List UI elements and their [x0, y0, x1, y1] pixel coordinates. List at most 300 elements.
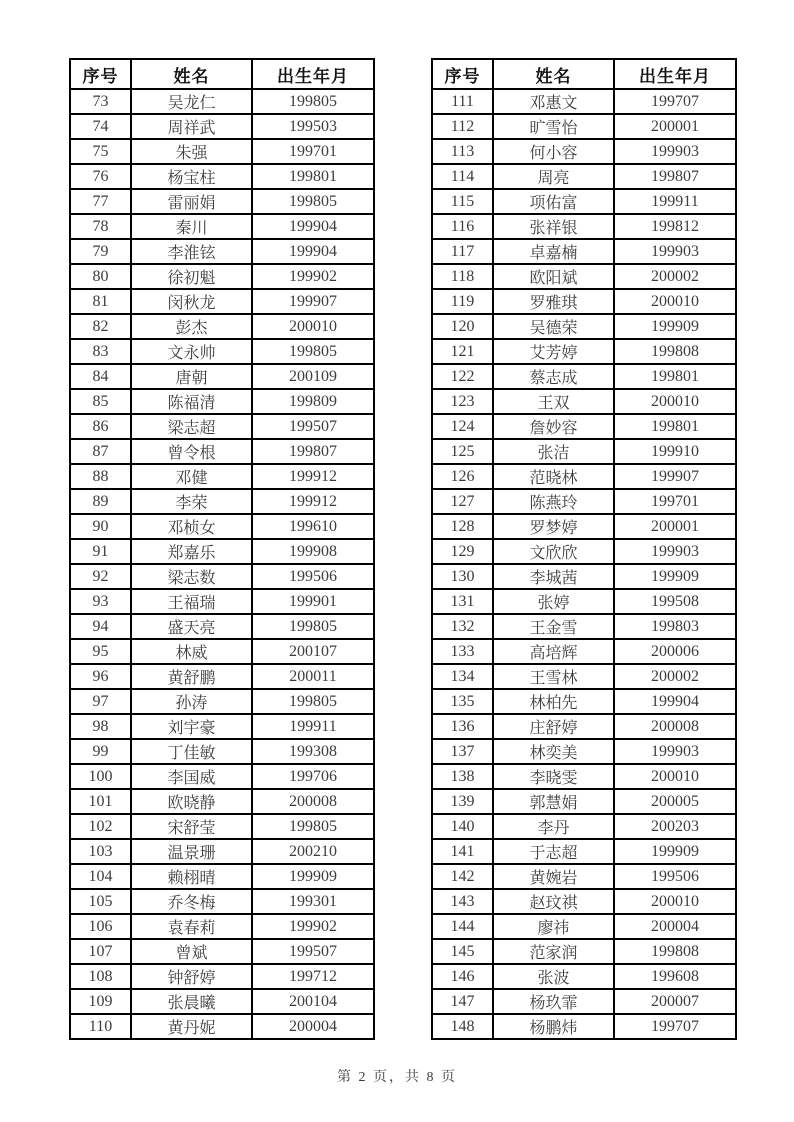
birth-date-cell: 199901: [252, 589, 374, 614]
table-row: [70, 614, 374, 639]
name-cell: 乔冬梅: [131, 889, 252, 914]
name-cell: 林威: [131, 639, 252, 664]
page-number-footer: 第 2 页，共 8 页: [337, 1070, 457, 1085]
birth-date-cell: 200007: [614, 989, 736, 1014]
name-cell: 赵玟祺: [493, 889, 614, 914]
table-row: [432, 314, 736, 339]
serial-number-cell: 142: [432, 864, 493, 889]
name-cell: 唐朝: [131, 364, 252, 389]
table-row: [432, 864, 736, 889]
name-cell: 张晨曦: [131, 989, 252, 1014]
name-cell: 卓嘉楠: [493, 239, 614, 264]
table-row: [70, 939, 374, 964]
name-cell: 闵秋龙: [131, 289, 252, 314]
name-cell: 廖祎: [493, 914, 614, 939]
birth-date-cell: 200010: [614, 289, 736, 314]
table-row: [432, 289, 736, 314]
birth-date-cell: 199507: [252, 414, 374, 439]
birth-date-cell: 200210: [252, 839, 374, 864]
roster-table-left: [69, 58, 375, 1040]
serial-number-cell: 102: [70, 814, 131, 839]
birth-date-cell: 199902: [252, 914, 374, 939]
birth-date-header: 出生年月: [252, 59, 374, 89]
serial-number-cell: 100: [70, 764, 131, 789]
serial-number-cell: 91: [70, 539, 131, 564]
table-body-right: [432, 89, 736, 1039]
name-cell: 罗雅琪: [493, 289, 614, 314]
serial-number-cell: 111: [432, 89, 493, 114]
name-cell: 欧晓静: [131, 789, 252, 814]
serial-number-cell: 109: [70, 989, 131, 1014]
table-row: [70, 289, 374, 314]
serial-number-cell: 138: [432, 764, 493, 789]
table-row: [432, 914, 736, 939]
serial-number-cell: 126: [432, 464, 493, 489]
birth-date-cell: 199707: [614, 1014, 736, 1039]
name-cell: 徐初魁: [131, 264, 252, 289]
name-cell: 林柏先: [493, 689, 614, 714]
serial-number-cell: 92: [70, 564, 131, 589]
table-row: [432, 739, 736, 764]
name-cell: 邓惠文: [493, 89, 614, 114]
serial-number-cell: 118: [432, 264, 493, 289]
birth-date-cell: 200010: [614, 889, 736, 914]
birth-date-cell: 199801: [614, 364, 736, 389]
serial-number-cell: 129: [432, 539, 493, 564]
birth-date-cell: 200001: [614, 114, 736, 139]
name-cell: 周亮: [493, 164, 614, 189]
table-row: [70, 689, 374, 714]
serial-number-cell: 101: [70, 789, 131, 814]
name-cell: 杨宝柱: [131, 164, 252, 189]
birth-date-cell: 199903: [614, 239, 736, 264]
table-row: [432, 989, 736, 1014]
serial-number-cell: 110: [70, 1014, 131, 1039]
serial-number-cell: 108: [70, 964, 131, 989]
name-cell: 王金雪: [493, 614, 614, 639]
serial-number-cell: 82: [70, 314, 131, 339]
name-cell: 李晓雯: [493, 764, 614, 789]
tables-container: [69, 58, 737, 1040]
table-row: [70, 639, 374, 664]
name-cell: 罗梦婷: [493, 514, 614, 539]
name-cell: 刘宇豪: [131, 714, 252, 739]
name-cell: 梁志超: [131, 414, 252, 439]
table-row: [70, 89, 374, 114]
serial-number-cell: 105: [70, 889, 131, 914]
name-cell: 王雪林: [493, 664, 614, 689]
name-cell: 宋舒莹: [131, 814, 252, 839]
table-row: [70, 914, 374, 939]
name-cell: 曾斌: [131, 939, 252, 964]
name-cell: 陈燕玲: [493, 489, 614, 514]
birth-date-cell: 199903: [614, 539, 736, 564]
birth-date-cell: 200010: [252, 314, 374, 339]
table-row: [432, 814, 736, 839]
birth-date-cell: 199706: [252, 764, 374, 789]
table-row: [432, 439, 736, 464]
name-cell: 张洁: [493, 439, 614, 464]
table-row: [432, 414, 736, 439]
serial-number-header: 序号: [432, 59, 493, 89]
name-cell: 周祥武: [131, 114, 252, 139]
birth-date-cell: 200109: [252, 364, 374, 389]
serial-number-cell: 127: [432, 489, 493, 514]
name-cell: 赖栩晴: [131, 864, 252, 889]
birth-date-cell: 199912: [252, 489, 374, 514]
birth-date-cell: 199805: [252, 189, 374, 214]
table-row: [70, 489, 374, 514]
table-row: [70, 389, 374, 414]
birth-date-cell: 199808: [614, 939, 736, 964]
birth-date-cell: 199812: [614, 214, 736, 239]
birth-date-cell: 200004: [252, 1014, 374, 1039]
table-row: [432, 789, 736, 814]
birth-date-cell: 200010: [614, 389, 736, 414]
table-row: [432, 539, 736, 564]
birth-date-cell: 199909: [614, 314, 736, 339]
serial-number-cell: 94: [70, 614, 131, 639]
serial-number-cell: 85: [70, 389, 131, 414]
serial-number-cell: 128: [432, 514, 493, 539]
table-row: [432, 839, 736, 864]
serial-number-cell: 132: [432, 614, 493, 639]
serial-number-cell: 78: [70, 214, 131, 239]
birth-date-cell: 200104: [252, 989, 374, 1014]
name-cell: 孙涛: [131, 689, 252, 714]
birth-date-cell: 199807: [614, 164, 736, 189]
table-row: [432, 1014, 736, 1039]
table-row: [70, 814, 374, 839]
table-row: [70, 714, 374, 739]
serial-number-cell: 75: [70, 139, 131, 164]
name-cell: 艾芳婷: [493, 339, 614, 364]
table-row: [432, 264, 736, 289]
serial-number-cell: 141: [432, 839, 493, 864]
birth-date-cell: 199808: [614, 339, 736, 364]
serial-number-cell: 106: [70, 914, 131, 939]
name-cell: 李城茜: [493, 564, 614, 589]
birth-date-cell: 199801: [252, 164, 374, 189]
birth-date-cell: 199701: [252, 139, 374, 164]
serial-number-cell: 73: [70, 89, 131, 114]
table-row: [70, 564, 374, 589]
table-row: [432, 589, 736, 614]
birth-date-cell: 199910: [614, 439, 736, 464]
birth-date-cell: 199911: [614, 189, 736, 214]
table-row: [70, 864, 374, 889]
birth-date-cell: 199701: [614, 489, 736, 514]
serial-number-cell: 113: [432, 139, 493, 164]
table-row: [432, 114, 736, 139]
serial-number-cell: 121: [432, 339, 493, 364]
birth-date-cell: 199805: [252, 689, 374, 714]
serial-number-cell: 117: [432, 239, 493, 264]
name-cell: 雷丽娟: [131, 189, 252, 214]
name-cell: 张波: [493, 964, 614, 989]
table-row: [432, 564, 736, 589]
name-cell: 盛天亮: [131, 614, 252, 639]
serial-number-cell: 137: [432, 739, 493, 764]
birth-date-cell: 200107: [252, 639, 374, 664]
serial-number-cell: 107: [70, 939, 131, 964]
serial-number-cell: 89: [70, 489, 131, 514]
birth-date-cell: 199503: [252, 114, 374, 139]
table-row: [432, 664, 736, 689]
birth-date-cell: 200002: [614, 264, 736, 289]
table-row: [70, 664, 374, 689]
birth-date-cell: 199909: [614, 564, 736, 589]
table-row: [70, 314, 374, 339]
birth-date-cell: 199904: [252, 239, 374, 264]
table-row: [70, 164, 374, 189]
serial-number-cell: 139: [432, 789, 493, 814]
table-row: [70, 764, 374, 789]
birth-date-cell: 199610: [252, 514, 374, 539]
serial-number-cell: 147: [432, 989, 493, 1014]
name-cell: 张祥银: [493, 214, 614, 239]
name-cell: 黄丹妮: [131, 1014, 252, 1039]
serial-number-cell: 103: [70, 839, 131, 864]
birth-date-cell: 199904: [614, 689, 736, 714]
table-row: [70, 114, 374, 139]
name-cell: 彭杰: [131, 314, 252, 339]
name-cell: 李国威: [131, 764, 252, 789]
serial-number-cell: 95: [70, 639, 131, 664]
birth-date-cell: 200011: [252, 664, 374, 689]
table-row: [432, 139, 736, 164]
name-cell: 丁佳敏: [131, 739, 252, 764]
birth-date-cell: 199903: [614, 739, 736, 764]
serial-number-cell: 79: [70, 239, 131, 264]
name-cell: 旷雪怡: [493, 114, 614, 139]
table-row: [70, 539, 374, 564]
serial-number-cell: 135: [432, 689, 493, 714]
table-row: [432, 714, 736, 739]
serial-number-cell: 80: [70, 264, 131, 289]
birth-date-cell: 199912: [252, 464, 374, 489]
table-row: [432, 614, 736, 639]
birth-date-cell: 199909: [252, 864, 374, 889]
serial-number-cell: 124: [432, 414, 493, 439]
birth-date-cell: 199904: [252, 214, 374, 239]
name-cell: 郭慧娟: [493, 789, 614, 814]
serial-number-cell: 122: [432, 364, 493, 389]
birth-date-cell: 199712: [252, 964, 374, 989]
serial-number-cell: 119: [432, 289, 493, 314]
birth-date-cell: 199506: [252, 564, 374, 589]
table-body-left: [70, 89, 374, 1039]
table-row: [70, 589, 374, 614]
name-cell: 邓桢女: [131, 514, 252, 539]
name-cell: 曾令根: [131, 439, 252, 464]
name-cell: 文永帅: [131, 339, 252, 364]
table-row: [70, 889, 374, 914]
birth-date-cell: 199508: [614, 589, 736, 614]
name-cell: 何小容: [493, 139, 614, 164]
serial-number-cell: 148: [432, 1014, 493, 1039]
serial-number-header: 序号: [70, 59, 131, 89]
table-row: [70, 514, 374, 539]
birth-date-cell: 200010: [614, 764, 736, 789]
name-cell: 杨鹏炜: [493, 1014, 614, 1039]
birth-date-cell: 199805: [252, 814, 374, 839]
name-cell: 李荣: [131, 489, 252, 514]
name-cell: 吴德荣: [493, 314, 614, 339]
table-row: [70, 789, 374, 814]
serial-number-cell: 74: [70, 114, 131, 139]
serial-number-cell: 98: [70, 714, 131, 739]
serial-number-cell: 131: [432, 589, 493, 614]
name-cell: 张婷: [493, 589, 614, 614]
serial-number-cell: 144: [432, 914, 493, 939]
serial-number-cell: 90: [70, 514, 131, 539]
table-row: [432, 339, 736, 364]
birth-date-cell: 199907: [252, 289, 374, 314]
table-header-row: [432, 59, 736, 89]
table-row: [432, 189, 736, 214]
birth-date-cell: 199909: [614, 839, 736, 864]
name-cell: 李淮铉: [131, 239, 252, 264]
name-cell: 李丹: [493, 814, 614, 839]
serial-number-cell: 93: [70, 589, 131, 614]
name-cell: 温景珊: [131, 839, 252, 864]
table-row: [432, 164, 736, 189]
birth-date-cell: 199801: [614, 414, 736, 439]
serial-number-cell: 86: [70, 414, 131, 439]
name-cell: 范家润: [493, 939, 614, 964]
birth-date-cell: 199707: [614, 89, 736, 114]
birth-date-cell: 199903: [614, 139, 736, 164]
birth-date-cell: 199907: [614, 464, 736, 489]
name-cell: 詹妙容: [493, 414, 614, 439]
serial-number-cell: 114: [432, 164, 493, 189]
table-row: [432, 939, 736, 964]
birth-date-cell: 199507: [252, 939, 374, 964]
birth-date-cell: 199911: [252, 714, 374, 739]
name-cell: 陈福清: [131, 389, 252, 414]
table-row: [432, 389, 736, 414]
serial-number-cell: 133: [432, 639, 493, 664]
birth-date-cell: 199608: [614, 964, 736, 989]
serial-number-cell: 140: [432, 814, 493, 839]
table-row: [432, 514, 736, 539]
serial-number-cell: 104: [70, 864, 131, 889]
name-header: 姓名: [131, 59, 252, 89]
name-cell: 邓健: [131, 464, 252, 489]
birth-date-cell: 199506: [614, 864, 736, 889]
name-cell: 吴龙仁: [131, 89, 252, 114]
table-row: [432, 89, 736, 114]
name-cell: 林奕美: [493, 739, 614, 764]
table-row: [432, 489, 736, 514]
name-cell: 秦川: [131, 214, 252, 239]
serial-number-cell: 88: [70, 464, 131, 489]
table-row: [432, 889, 736, 914]
name-cell: 高培辉: [493, 639, 614, 664]
serial-number-cell: 125: [432, 439, 493, 464]
serial-number-cell: 97: [70, 689, 131, 714]
table-row: [70, 1014, 374, 1039]
table-row: [70, 739, 374, 764]
table-row: [70, 839, 374, 864]
table-row: [70, 139, 374, 164]
serial-number-cell: 134: [432, 664, 493, 689]
table-row: [70, 214, 374, 239]
table-row: [70, 414, 374, 439]
name-cell: 于志超: [493, 839, 614, 864]
name-cell: 梁志数: [131, 564, 252, 589]
name-header: 姓名: [493, 59, 614, 89]
serial-number-cell: 81: [70, 289, 131, 314]
serial-number-cell: 145: [432, 939, 493, 964]
serial-number-cell: 136: [432, 714, 493, 739]
name-cell: 黄婉岩: [493, 864, 614, 889]
birth-date-cell: 200002: [614, 664, 736, 689]
serial-number-cell: 120: [432, 314, 493, 339]
birth-date-header: 出生年月: [614, 59, 736, 89]
roster-table-right: [431, 58, 737, 1040]
name-cell: 欧阳斌: [493, 264, 614, 289]
table-row: [432, 464, 736, 489]
name-cell: 钟舒婷: [131, 964, 252, 989]
serial-number-cell: 146: [432, 964, 493, 989]
birth-date-cell: 200005: [614, 789, 736, 814]
serial-number-cell: 123: [432, 389, 493, 414]
serial-number-cell: 115: [432, 189, 493, 214]
serial-number-cell: 76: [70, 164, 131, 189]
serial-number-cell: 96: [70, 664, 131, 689]
birth-date-cell: 200001: [614, 514, 736, 539]
table-row: [432, 639, 736, 664]
table-row: [70, 339, 374, 364]
table-row: [70, 464, 374, 489]
table-row: [70, 364, 374, 389]
serial-number-cell: 112: [432, 114, 493, 139]
table-row: [70, 989, 374, 1014]
birth-date-cell: 199301: [252, 889, 374, 914]
name-cell: 王福瑞: [131, 589, 252, 614]
name-cell: 范晓林: [493, 464, 614, 489]
table-row: [432, 764, 736, 789]
serial-number-cell: 143: [432, 889, 493, 914]
birth-date-cell: 199308: [252, 739, 374, 764]
birth-date-cell: 199805: [252, 89, 374, 114]
birth-date-cell: 199805: [252, 614, 374, 639]
table-row: [432, 964, 736, 989]
serial-number-cell: 77: [70, 189, 131, 214]
birth-date-cell: 199908: [252, 539, 374, 564]
table-row: [70, 964, 374, 989]
table-row: [432, 239, 736, 264]
table-row: [70, 239, 374, 264]
name-cell: 项佑富: [493, 189, 614, 214]
name-cell: 郑嘉乐: [131, 539, 252, 564]
name-cell: 文欣欣: [493, 539, 614, 564]
birth-date-cell: 199805: [252, 339, 374, 364]
birth-date-cell: 200203: [614, 814, 736, 839]
name-cell: 王双: [493, 389, 614, 414]
table-row: [432, 214, 736, 239]
birth-date-cell: 200006: [614, 639, 736, 664]
serial-number-cell: 84: [70, 364, 131, 389]
birth-date-cell: 200004: [614, 914, 736, 939]
birth-date-cell: 199902: [252, 264, 374, 289]
name-cell: 蔡志成: [493, 364, 614, 389]
name-cell: 袁春莉: [131, 914, 252, 939]
name-cell: 黄舒鹏: [131, 664, 252, 689]
table-header-row: [70, 59, 374, 89]
